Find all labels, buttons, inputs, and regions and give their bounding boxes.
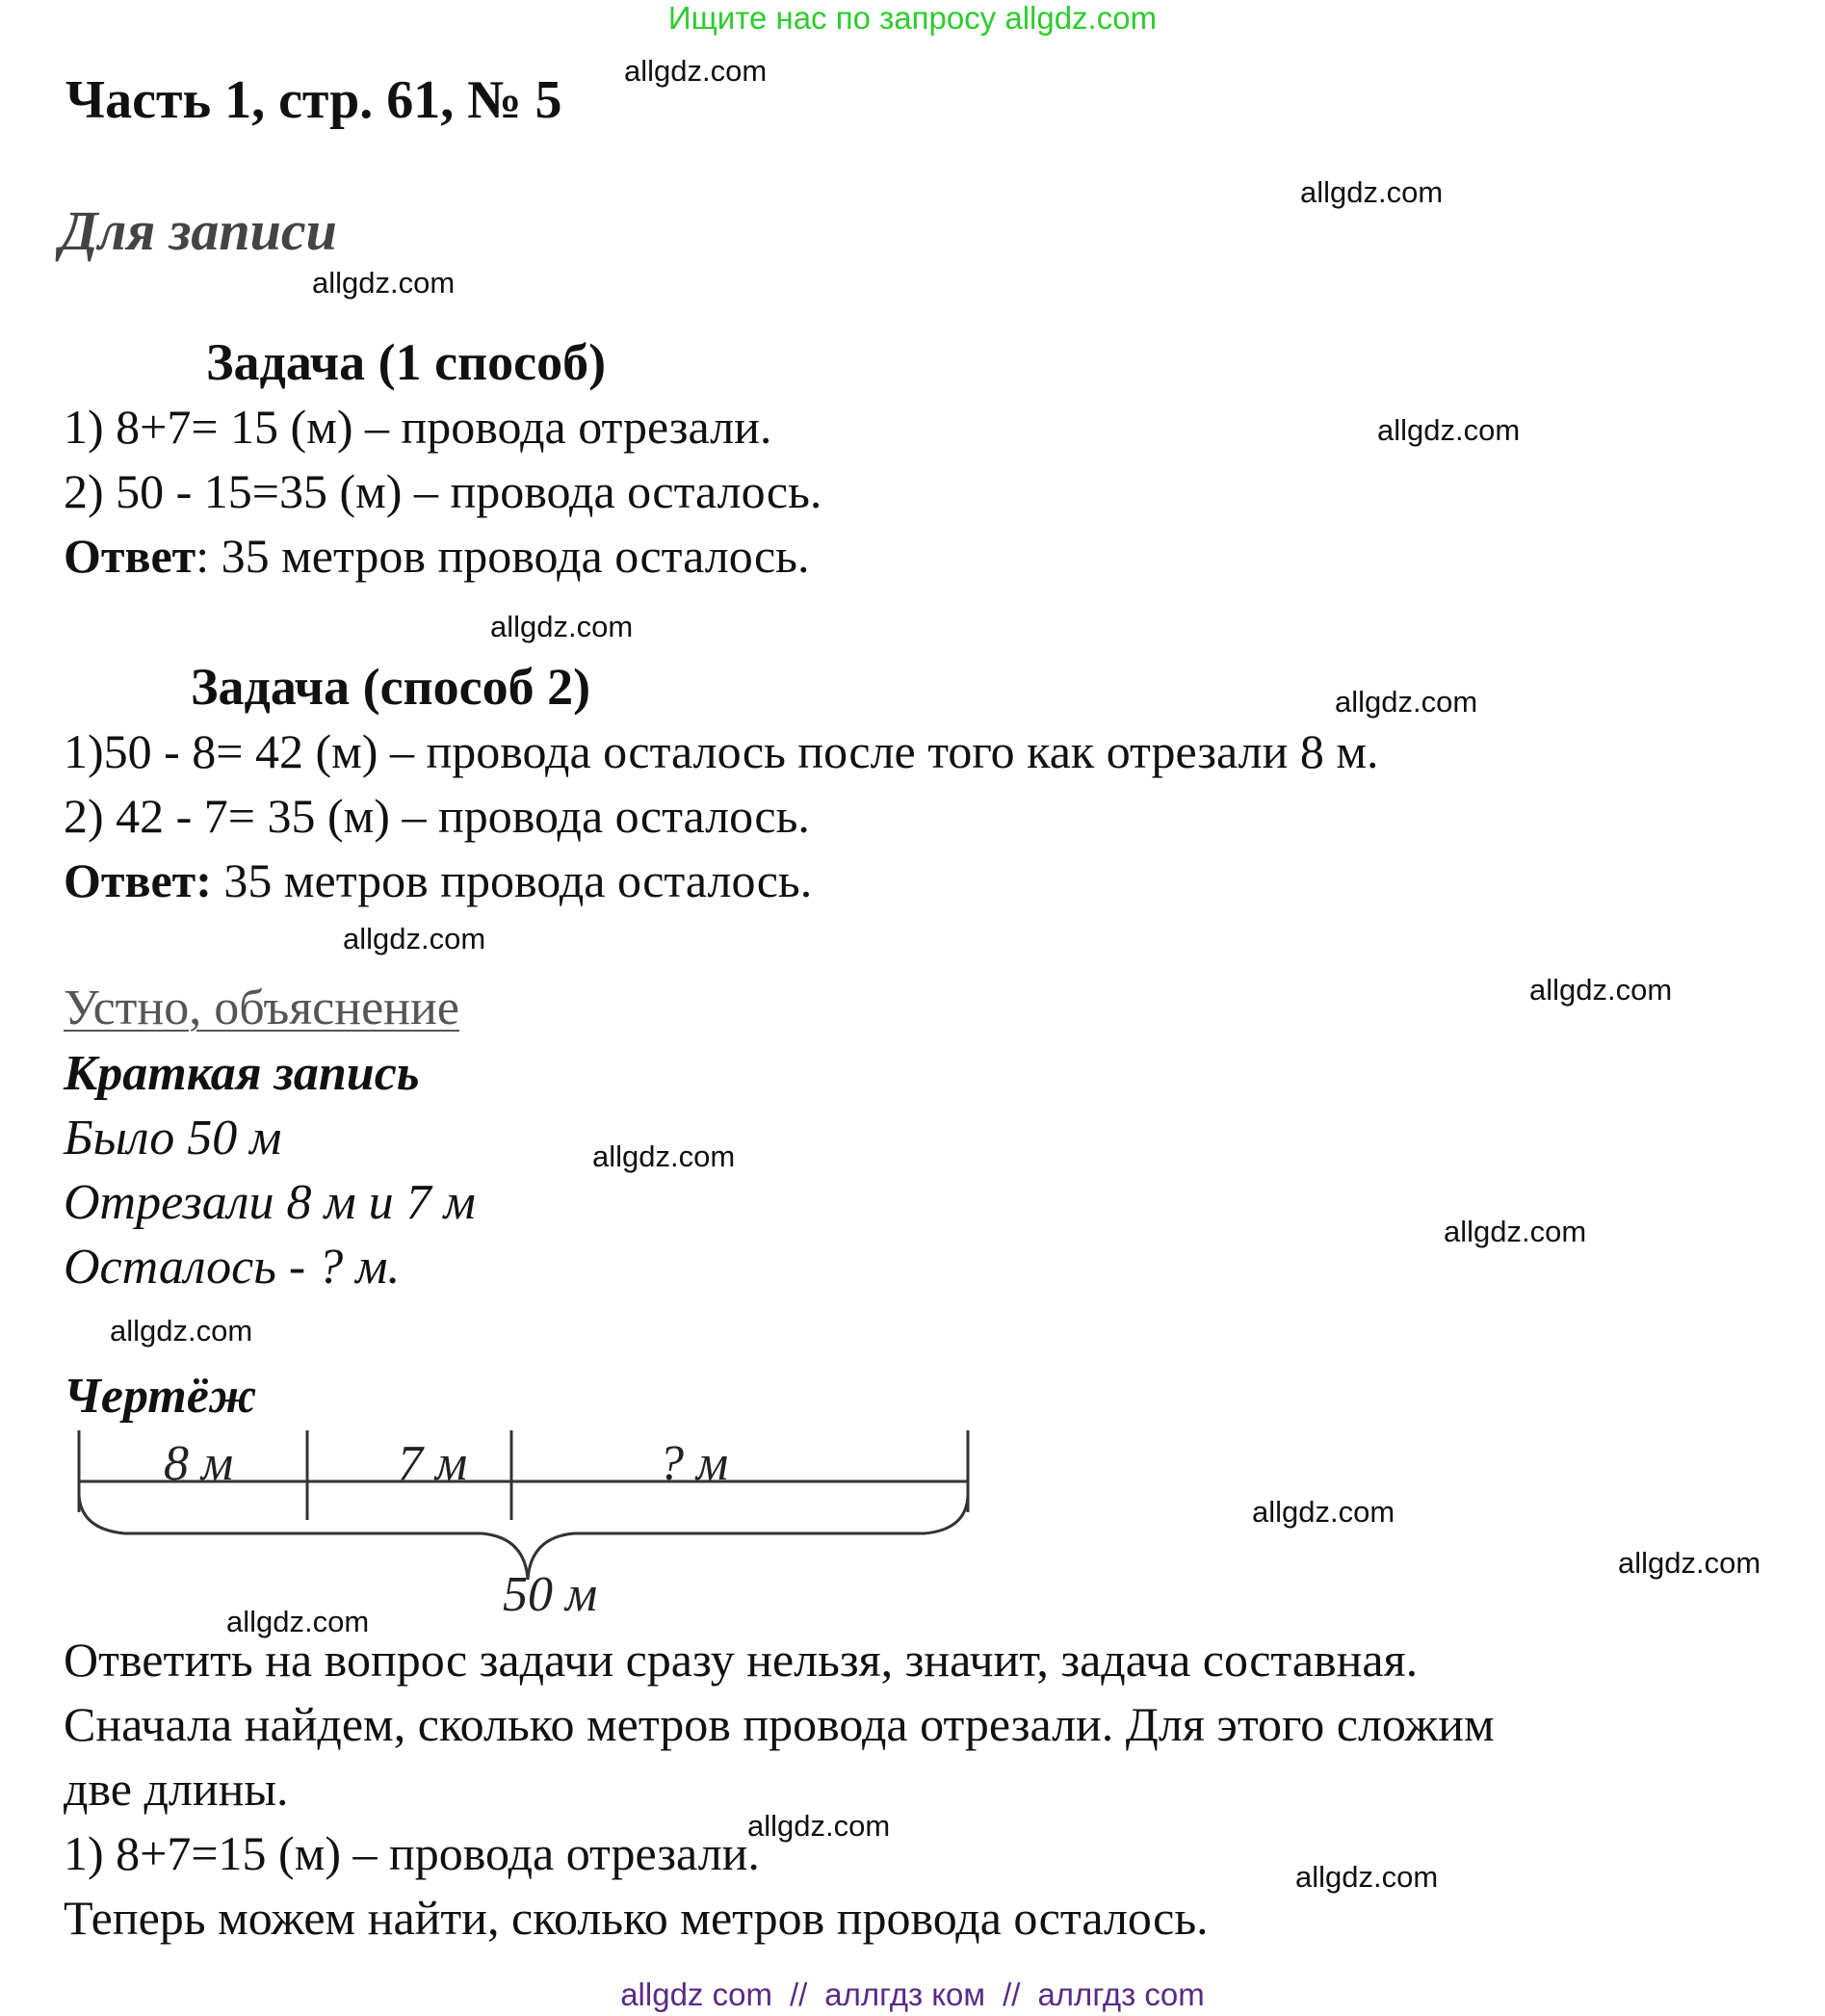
watermark: allgdz.com [226, 1605, 370, 1638]
page-title: Часть 1, стр. 61, № 5 [65, 70, 562, 130]
method2-step2: 2) 42 - 7= 35 (м) – провода осталось. [64, 789, 810, 843]
short-note-line3: Осталось - ? м. [64, 1240, 401, 1295]
watermark: allgdz.com [343, 922, 486, 956]
method1-step2: 2) 50 - 15=35 (м) – провода осталось. [64, 464, 822, 518]
watermark: allgdz.com [624, 54, 768, 88]
footer-links [0, 1977, 1825, 2013]
watermark: allgdz.com [1618, 1546, 1761, 1580]
answer-text: : 35 метров провода осталось. [196, 529, 810, 583]
search-banner-text[interactable]: Ищите нас по запросу allgdz.com [667, 0, 1158, 36]
watermark: allgdz.com [1335, 685, 1478, 719]
footer-link-1[interactable]: allgdz com [620, 1977, 772, 2012]
segment-label-3: ? м [659, 1436, 729, 1491]
footer-separator: // [789, 1977, 808, 2012]
explanation-line5: Теперь можем найти, сколько метров провода осталось. [64, 1891, 1209, 1945]
drawing-title: Чертёж [64, 1369, 257, 1424]
footer-link-2[interactable]: аллгдз ком [824, 1977, 986, 2012]
total-label: 50 м [503, 1567, 598, 1622]
segment-label-2: 7 м [398, 1436, 468, 1491]
watermark: allgdz.com [1252, 1495, 1395, 1529]
explanation-line2: Сначала найдем, сколько метров провода отрезали. Для этого сложим [64, 1697, 1495, 1751]
footer-separator: // [1003, 1977, 1021, 2012]
watermark: allgdz.com [1295, 1860, 1439, 1894]
method1-step1: 1) 8+7= 15 (м) – провода отрезали. [64, 400, 772, 454]
footer-link-3[interactable]: аллгдз com [1037, 1977, 1205, 2012]
watermark: allgdz.com [110, 1314, 253, 1348]
watermark: allgdz.com [1300, 175, 1444, 209]
watermark: allgdz.com [312, 266, 456, 300]
method2-step1: 1)50 - 8= 42 (м) – провода осталось после того как отрезали 8 м. [64, 724, 1379, 778]
short-note-title: Краткая запись [64, 1046, 420, 1101]
answer-text: 35 метров провода осталось. [211, 853, 813, 907]
watermark: allgdz.com [1444, 1215, 1587, 1248]
method2-title: Задача (способ 2) [191, 658, 591, 716]
watermark: allgdz.com [1529, 973, 1673, 1007]
segment-label-1: 8 м [164, 1436, 234, 1491]
explanation-line4: 1) 8+7=15 (м) – провода отрезали. [64, 1826, 760, 1880]
answer-label: Ответ [64, 529, 196, 583]
oral-heading: Устно, объяснение [64, 981, 459, 1035]
method1-title: Задача (1 способ) [206, 333, 607, 391]
record-heading: Для записи [60, 199, 337, 262]
explanation-line1: Ответить на вопрос задачи сразу нельзя, значит, задача составная. [64, 1633, 1419, 1687]
short-note-line1: Было 50 м [64, 1111, 282, 1165]
watermark: allgdz.com [1377, 413, 1521, 447]
watermark: allgdz.com [490, 610, 634, 643]
watermark: allgdz.com [592, 1139, 736, 1173]
explanation-line3: две длины. [64, 1762, 289, 1816]
short-note-line2: Отрезали 8 м и 7 м [64, 1175, 476, 1230]
answer-label: Ответ: [64, 853, 212, 907]
watermark: allgdz.com [747, 1809, 891, 1843]
